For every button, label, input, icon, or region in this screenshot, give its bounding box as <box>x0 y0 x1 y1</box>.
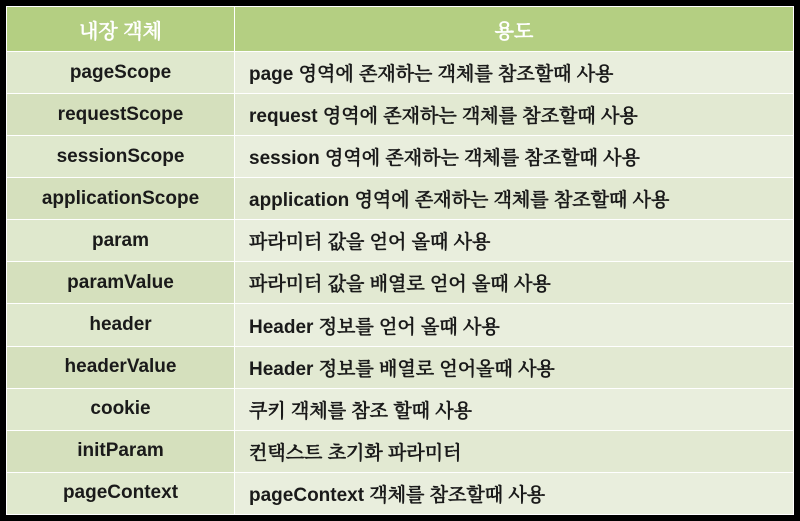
table-body <box>7 52 794 515</box>
cell-object: pageContext <box>7 472 235 514</box>
table-row <box>7 94 794 136</box>
cell-object: requestScope <box>7 94 235 136</box>
cell-usage: application 영역에 존재하는 객체를 참조할때 사용 <box>235 178 794 220</box>
cell-usage: Header 정보를 얻어 올때 사용 <box>235 304 794 346</box>
cell-object: header <box>7 304 235 346</box>
builtin-objects-table <box>6 6 794 515</box>
cell-object: applicationScope <box>7 178 235 220</box>
column-header-usage: 용도 <box>235 7 794 52</box>
table-row <box>7 262 794 304</box>
cell-usage: page 영역에 존재하는 객체를 참조할때 사용 <box>235 52 794 94</box>
cell-object: cookie <box>7 388 235 430</box>
table-row <box>7 136 794 178</box>
table-row <box>7 388 794 430</box>
cell-usage: session 영역에 존재하는 객체를 참조할때 사용 <box>235 136 794 178</box>
cell-usage: request 영역에 존재하는 객체를 참조할때 사용 <box>235 94 794 136</box>
cell-usage: 파라미터 값을 얻어 올때 사용 <box>235 220 794 262</box>
cell-object: sessionScope <box>7 136 235 178</box>
cell-usage: 컨택스트 초기화 파라미터 <box>235 430 794 472</box>
cell-object: param <box>7 220 235 262</box>
table-row <box>7 178 794 220</box>
table-header <box>7 7 794 52</box>
table-row <box>7 430 794 472</box>
table-row <box>7 346 794 388</box>
cell-usage: Header 정보를 배열로 얻어올때 사용 <box>235 346 794 388</box>
table-row <box>7 472 794 514</box>
cell-usage: 쿠키 객체를 참조 할때 사용 <box>235 388 794 430</box>
cell-usage: 파라미터 값을 배열로 얻어 올때 사용 <box>235 262 794 304</box>
cell-object: headerValue <box>7 346 235 388</box>
cell-usage: pageContext 객체를 참조할때 사용 <box>235 472 794 514</box>
cell-object: paramValue <box>7 262 235 304</box>
table-row <box>7 304 794 346</box>
table-row <box>7 52 794 94</box>
table-header-row <box>7 7 794 52</box>
column-header-object: 내장 객체 <box>7 7 235 52</box>
cell-object: initParam <box>7 430 235 472</box>
cell-object: pageScope <box>7 52 235 94</box>
table-row <box>7 220 794 262</box>
